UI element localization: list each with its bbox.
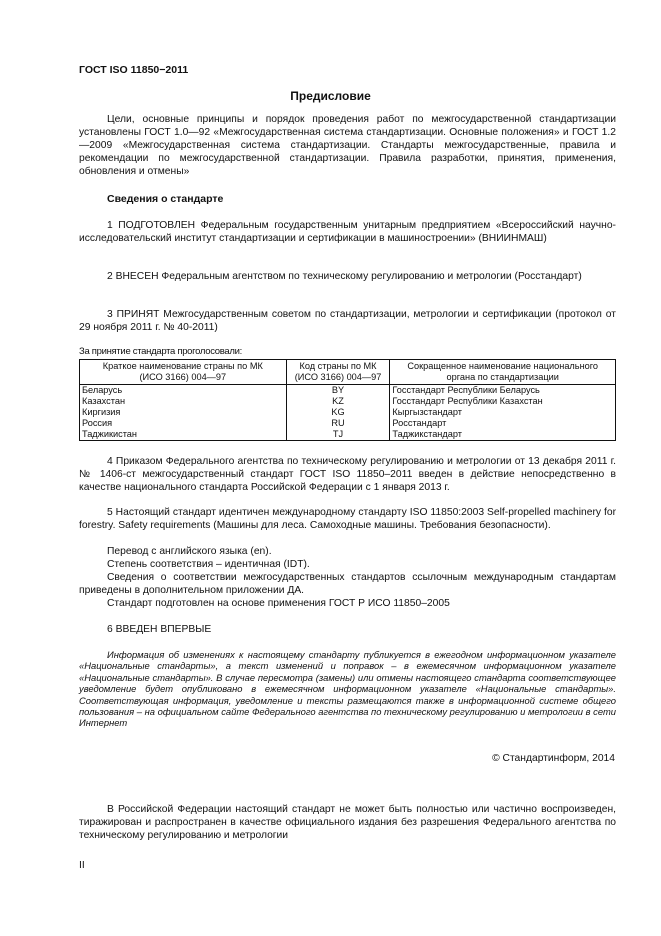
item-2-paragraph: 2 ВНЕСЕН Федеральным агентством по техническому регулированию и метрологии (Росстандарт) [107, 271, 582, 282]
page-number: II [79, 860, 85, 871]
body-cell: Госстандарт Республики Казахстан [390, 396, 616, 407]
header-line: Краткое наименование страны по МК [102, 361, 263, 371]
item-5-info: Сведения о соответствии межгосударственных стандартов ссылочным международным стандартам приведены в дополнительном приложении ДА. [79, 572, 616, 596]
changes-notice: Информация об изменениях к настоящему стандарту публикуется в ежегодном информационном указателе «Национальные стандарты», а текст изменений и поправок – в ежемесячном информационном указателе «Национальные стандарты». В случае пересмотра (замены) или отмены настоящего стандарта соответствующее уведомление будет опубликовано в ежемесячном информационном указателе «Национальные стандарты». Соответствующая информация, уведомление и тексты размещаются также в информационной системе общего пользования – на официальном сайте Федерального агентства по техническому регулированию и метрологии в сети Интернет [79, 649, 616, 729]
body-cell: Таджикстандарт [390, 429, 616, 441]
table-row [80, 407, 616, 418]
vote-table-header-country [80, 360, 287, 385]
intro-paragraph: Цели, основные принципы и порядок проведения работ по межгосударственной стандартизации установлены ГОСТ 1.0—92 «Межгосударственная система стандартизации. Основные положения» и ГОСТ 1.2—2009 «Межгосударственная система стандартизации. Стандарты межгосударственные, правила и рекомендации по межгосударственной стандартизации. Правила разработки, принятия, применения, обновления и отмены» [79, 114, 616, 177]
code-cell: BY [286, 385, 390, 397]
vote-table-caption: За принятие стандарта проголосовали: [79, 346, 242, 357]
item-5-paragraph: 5 Настоящий стандарт идентичен международному стандарту ISO 11850:2003 Self-propelled machinery for forestry. Safety requirements (Машины для леса. Самоходные машины. Требования безопасности). [79, 507, 616, 531]
country-cell: Таджикистан [80, 429, 287, 441]
country-cell: Россия [80, 418, 287, 429]
table-row [80, 396, 616, 407]
header-line: Сокращенное наименование национального [407, 361, 599, 371]
code-cell: RU [286, 418, 390, 429]
table-row [80, 418, 616, 429]
code-cell: KG [286, 407, 390, 418]
body-cell: Росстандарт [390, 418, 616, 429]
item-4-paragraph: 4 Приказом Федерального агентства по техническому регулированию и метрологии от 13 декабря 2011 г. № 1406-ст межгосударственный стандарт ГОСТ ISO 11850–2011 введен в действие непосредственно в качестве национального стандарта Российской Федерации с 1 января 2013 г. [79, 456, 616, 493]
item-3-paragraph: 3 ПРИНЯТ Межгосударственным советом по стандартизации, метрологии и сертификации (протокол от 29 ноября 2011 г. № 40-2011) [79, 309, 616, 333]
country-cell: Беларусь [80, 385, 287, 397]
vote-table-header-code [286, 360, 390, 385]
vote-table [79, 359, 616, 441]
table-row [80, 429, 616, 441]
header-line: органа по стандартизации [446, 372, 559, 382]
item-1-paragraph: 1 ПОДГОТОВЛЕН Федеральным государственным унитарным предприятием «Всероссийский научно-исследовательский институт стандартизации и сертификации в машиностроении» (ВНИИНМАШ) [79, 220, 616, 244]
item-5-translation: Перевод с английского языка (en). [107, 546, 272, 557]
country-cell: Казахстан [80, 396, 287, 407]
vote-table-header-body [390, 360, 616, 385]
code-cell: KZ [286, 396, 390, 407]
section-subtitle: Сведения о стандарте [107, 193, 224, 205]
country-cell: Киргизия [80, 407, 287, 418]
item-5-degree: Степень соответствия – идентичная (IDT). [107, 559, 310, 570]
item-6-paragraph: 6 ВВЕДЕН ВПЕРВЫЕ [107, 624, 212, 635]
copyright-line: © Стандартинформ, 2014 [492, 753, 615, 764]
header-line: (ИСО 3166) 004—97 [139, 372, 227, 382]
code-cell: TJ [286, 429, 390, 441]
body-cell: Кыргызстандарт [390, 407, 616, 418]
item-5-base: Стандарт подготовлен на основе применения ГОСТ Р ИСО 11850–2005 [107, 598, 450, 609]
page-title: Предисловие [290, 89, 371, 103]
table-row [80, 385, 616, 397]
standard-code-header: ГОСТ ISO 11850−2011 [79, 64, 189, 76]
vote-table-header-row [80, 360, 616, 385]
reproduction-notice: В Российской Федерации настоящий стандарт не может быть полностью или частично воспроизведен, тиражирован и распространен в качестве официального издания без разрешения Федерального агентства по техническому регулированию и метрологии [79, 804, 616, 841]
header-line: (ИСО 3166) 004—97 [294, 372, 382, 382]
header-line: Код страны по МК [299, 361, 377, 371]
body-cell: Госстандарт Республики Беларусь [390, 385, 616, 397]
